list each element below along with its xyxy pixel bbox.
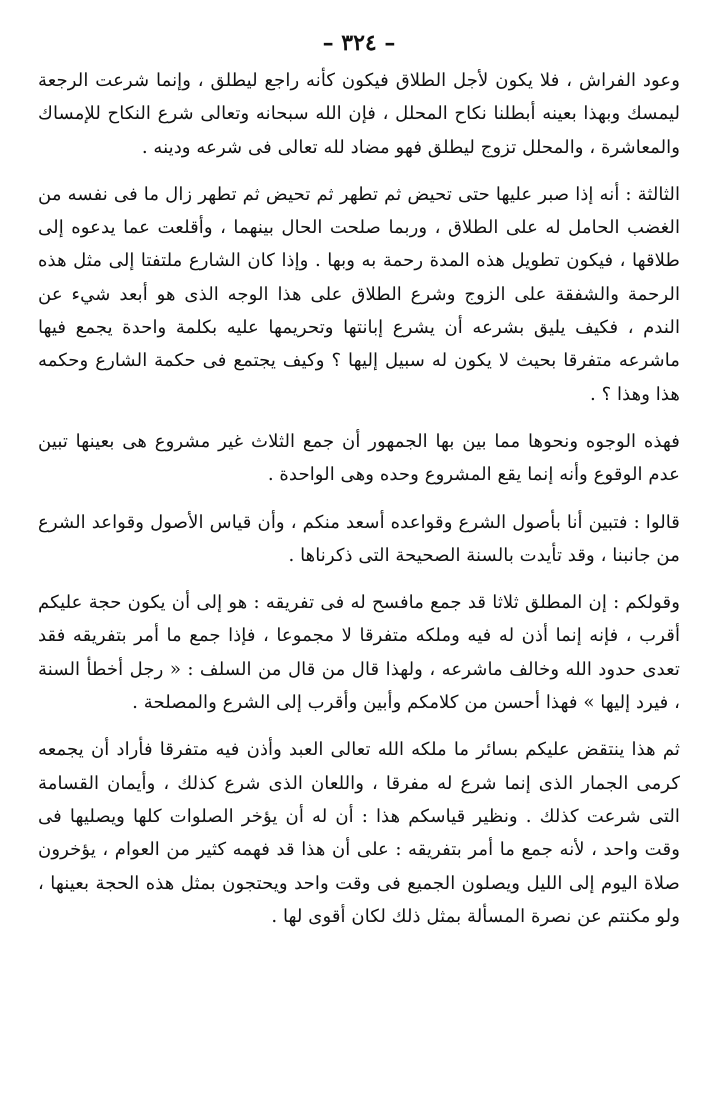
paragraph-3: فهذه الوجوه ونحوها مما بين بها الجمهور أن جمع الثلاث غير مشروع هى بعينها تبين عدم الوقوع وأنه إنما يقع المشروع وحده وهى الواحدة . — [38, 430, 680, 486]
paragraph-5: وقولكم : إن المطلق ثلاثا قد جمع مافسح له فى تفريقه : هو إلى أن يكون حجة عليكم أقرب ، فإنه إنما أذن له فيه وملكه متفرقا لا مجموعا ، فإذا جمع ما أمر بتفريقه فقد تعدى حدود الله وخالف ماشرعه ، ولهذا قال من قال من السلف : « رجل أخطأ السنة ، فيرد إليها » فهذا أحسن من كلامكم وأبين وأقرب إلى الشرع والمصلحة . — [38, 592, 680, 714]
paragraph-1: وعود الفراش ، فلا يكون لأجل الطلاق فيكون كأنه راجع ليطلق ، وإنما شرعت الرجعة ليمسك وبهذا بعينه أبطلنا نكاح المحلل ، فإن الله سبحانه وتعالى شرع النكاح للإمساك والمعاشرة ، والمحلل تزوج ليطلق فهو مضاد لله تعالى فى شرعه ودينه . — [38, 70, 680, 158]
paragraph-2: الثالثة : أنه إذا صبر عليها حتى تحيض ثم تطهر ثم تحيض ثم تطهر زال ما فى نفسه من الغضب الحامل له على الطلاق ، وربما صلحت الحال بينهما ، وأقلعت عما يدعوه إلى طلاقها ، فيكون تطويل هذه المدة رحمة به وبها . وإذا كان الشارع ملتفتا إلى مثل هذه الرحمة والشفقة على الزوج وشرع الطلاق على هذا الوجه الذى هو أبعد شيء عن الندم ، فكيف يليق بشرعه أن يشرع إبانتها وتحريمها عليه بكلمة واحدة يجمع فيها ماشرعه متفرقا بحيث لا يكون له سبيل إليها ؟ وكيف يجتمع فى حكمة الشارع وحكمه هذا وهذا ؟ . — [38, 183, 680, 405]
page-number: – ٣٢٤ – — [322, 30, 396, 56]
paragraph-4: قالوا : فتبين أنا بأصول الشرع وقواعده أسعد منكم ، وأن قياس الأصول وقواعد الشرع من جانبنا ، وقد تأيدت بالسنة الصحيحة التى ذكرناها . — [38, 511, 680, 566]
paragraph-6: ثم هذا ينتقض عليكم بسائر ما ملكه الله تعالى العبد وأذن فيه متفرقا فأراد أن يجمعه كرمى الجمار الذى إنما شرع له مفرقا ، واللعان الذى شرع كذلك ، وأيمان القسامة التى شرعت كذلك . ونظير قياسكم هذا : أن له أن يؤخر الصلوات كلها ويصليها فى وقت واحد ، لأنه جمع ما أمر بتفريقه : على أن هذا قد فهمه كثير من العوام ، يؤخرون صلاة اليوم إلى الليل ويصلون الجميع فى وقت واحد ويحتجون بمثل هذه الحجة بعينها ، ولو مكنتم عن نصرة المسألة بمثل ذلك لكان أقوى لها . — [38, 739, 681, 927]
